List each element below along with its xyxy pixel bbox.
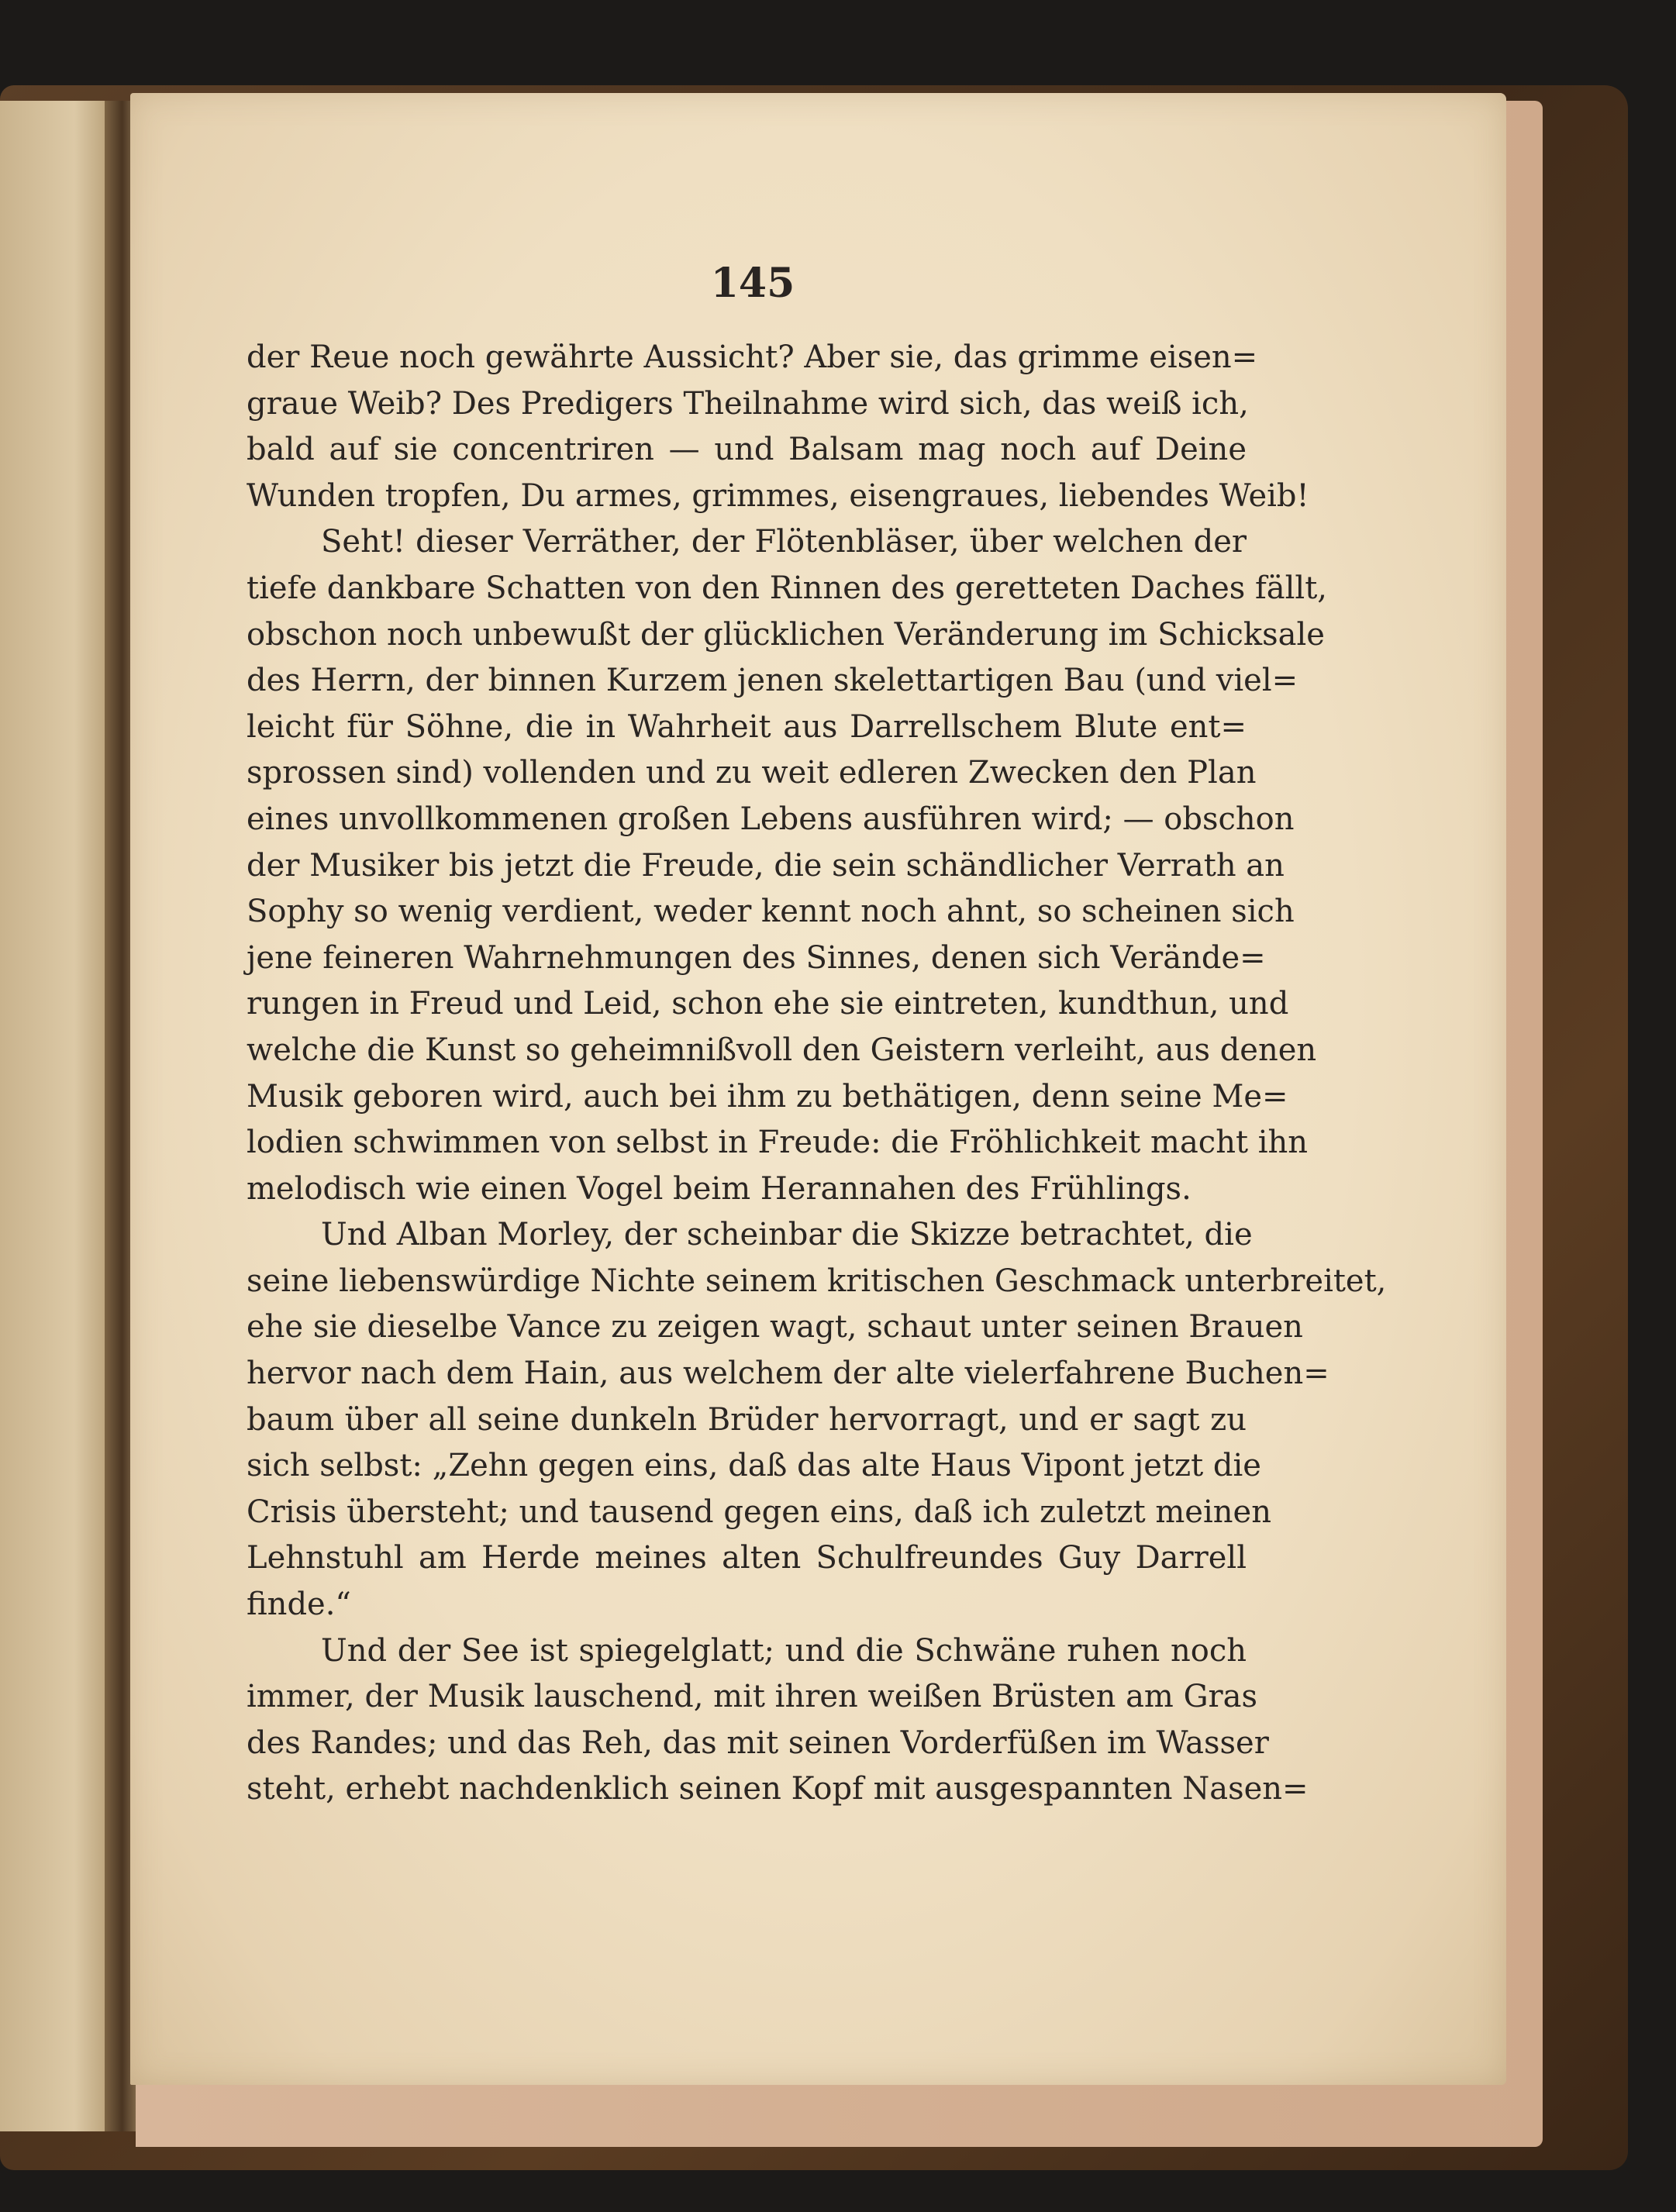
text-line: tiefe dankbare Schatten von den Rinnen des geretteten Daches fällt, xyxy=(247,570,1328,606)
body-text xyxy=(247,335,1387,1813)
text-line: baum über all seine dunkeln Brüder hervorragt, und er sagt zu xyxy=(247,1401,1247,1438)
text-line: ehe sie dieselbe Vance zu zeigen wagt, schaut unter seinen Brauen xyxy=(247,1309,1303,1345)
text-line: sich selbst: „Zehn gegen eins, daß das alte Haus Vipont jetzt die xyxy=(247,1448,1261,1484)
text-line: der Reue noch gewährte Aussicht? Aber sie, das grimme eisen= xyxy=(247,339,1258,375)
text-line: Und Alban Morley, der scheinbar die Skizze betrachtet, die xyxy=(321,1217,1253,1253)
text-line: bald auf sie concentriren — und Balsam mag noch auf Deine xyxy=(247,432,1247,468)
text-line: finde.“ xyxy=(247,1587,351,1623)
text-line: welche die Kunst so geheimnißvoll den Geistern verleiht, aus denen xyxy=(247,1032,1317,1068)
text-line: des Herrn, der binnen Kurzem jenen skelettartigen Bau (und viel= xyxy=(247,663,1298,699)
text-line: Crisis übersteht; und tausend gegen eins, daß ich zuletzt meinen xyxy=(247,1494,1271,1530)
text-line: Und der See ist spiegelglatt; und die Schwäne ruhen noch xyxy=(321,1632,1247,1669)
text-line: Musik geboren wird, auch bei ihm zu bethätigen, denn seine Me= xyxy=(247,1078,1288,1115)
text-line: Wunden tropfen, Du armes, grimmes, eisengraues, liebendes Weib! xyxy=(247,477,1309,514)
text-line: Lehnstuhl am Herde meines alten Schulfreundes Guy Darrell xyxy=(247,1540,1247,1576)
text-line: obschon noch unbewußt der glücklichen Veränderung im Schicksale xyxy=(247,616,1325,653)
text-line: rungen in Freud und Leid, schon ehe sie eintreten, kundthun, und xyxy=(247,986,1289,1022)
text-line: lodien schwimmen von selbst in Freude: die Fröhlichkeit macht ihn xyxy=(247,1125,1309,1161)
text-line: melodisch wie einen Vogel beim Herannahen des Frühlings. xyxy=(247,1170,1191,1207)
text-line: leicht für Söhne, die in Wahrheit aus Darrellschem Blute ent= xyxy=(247,708,1247,745)
text-line: jene feineren Wahrnehmungen des Sinnes, denen sich Verände= xyxy=(247,939,1266,976)
text-line: seine liebenswürdige Nichte seinem kritischen Geschmack unterbreitet, xyxy=(247,1263,1387,1299)
text-line: eines unvollkommenen großen Lebens ausführen wird; — obschon xyxy=(247,801,1295,837)
text-line: des Randes; und das Reh, das mit seinen Vorderfüßen im Wasser xyxy=(247,1724,1269,1761)
text-line: Seht! dieser Verräther, der Flötenbläser, über welchen der xyxy=(321,524,1247,560)
text-line: steht, erhebt nachdenklich seinen Kopf mit ausgespannten Nasen= xyxy=(247,1771,1309,1807)
text-line: immer, der Musik lauschend, mit ihren weißen Brüsten am Gras xyxy=(247,1679,1258,1715)
text-line: graue Weib? Des Predigers Theilnahme wird sich, das weiß ich, xyxy=(247,385,1249,422)
text-line: hervor nach dem Hain, aus welchem der alte vielerfahrene Buchen= xyxy=(247,1356,1329,1392)
text-line: Sophy so wenig verdient, weder kennt noch ahnt, so scheinen sich xyxy=(247,894,1295,930)
text-line: der Musiker bis jetzt die Freude, die sein schändlicher Verrath an xyxy=(247,847,1285,884)
page-number: 145 xyxy=(710,260,795,307)
text-line: sprossen sind) vollenden und zu weit edleren Zwecken den Plan xyxy=(247,755,1257,791)
